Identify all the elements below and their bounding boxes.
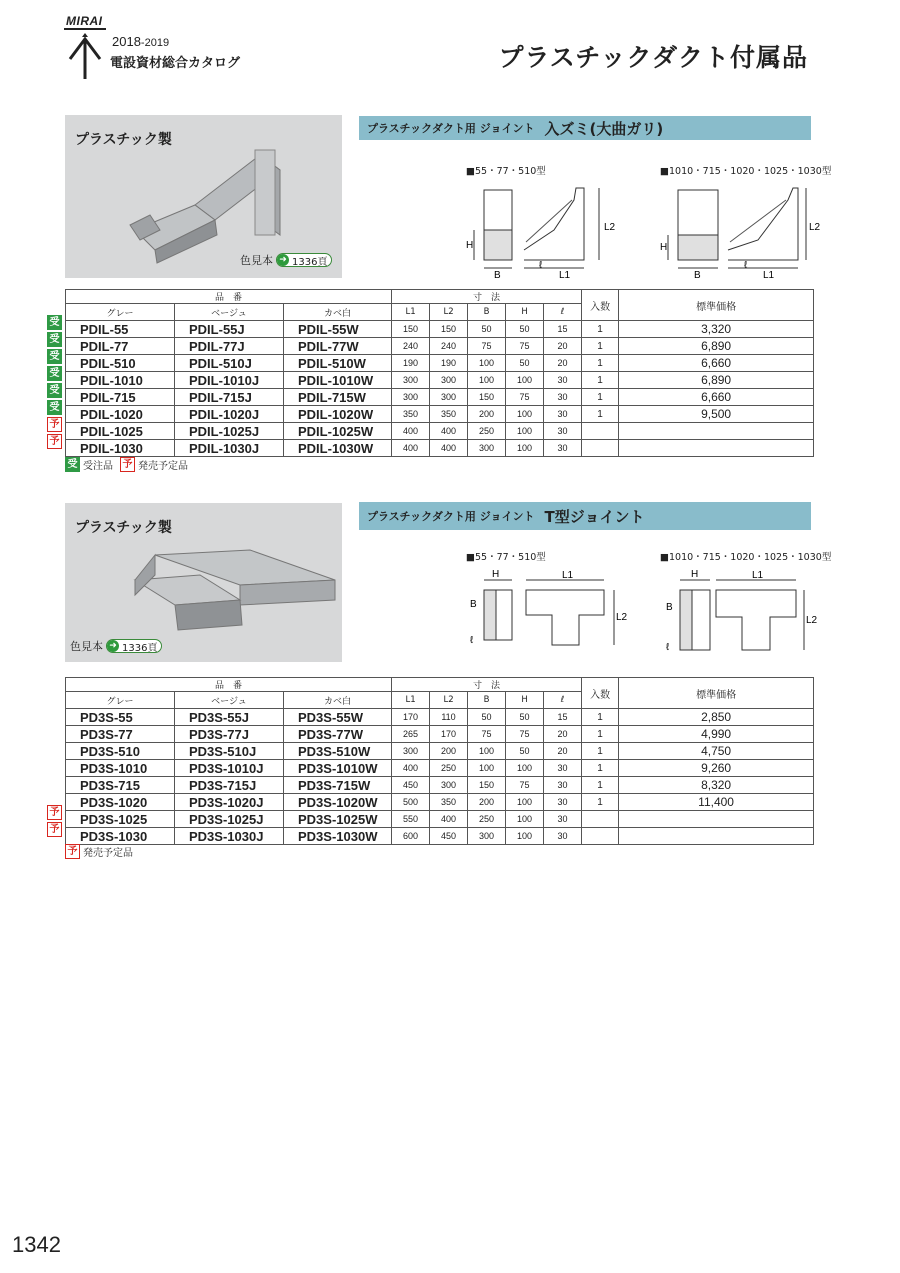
svg-text:H: H (691, 569, 699, 580)
cell-b: 100 (468, 355, 506, 372)
cell-l1: 300 (392, 743, 430, 760)
t-joint-product-image (130, 545, 340, 640)
cell-qty: 1 (582, 355, 619, 372)
cell-white: PD3S-77W (284, 726, 392, 743)
cell-b: 250 (468, 423, 506, 440)
cell-l: 30 (544, 372, 582, 389)
material-label: プラスチック製 (75, 520, 172, 536)
juchu-mark-icon: 受 (65, 457, 80, 472)
cell-h: 50 (506, 743, 544, 760)
cell-b: 50 (468, 709, 506, 726)
cell-white: PDIL-55W (284, 321, 392, 338)
table-row (66, 828, 814, 845)
cell-gray: PD3S-1030 (66, 828, 175, 845)
cell-gray: PDIL-1020 (66, 406, 175, 423)
cell-white: PD3S-1010W (284, 760, 392, 777)
cell-l: 15 (544, 321, 582, 338)
svg-text:B: B (694, 270, 701, 281)
cell-l1: 170 (392, 709, 430, 726)
table-row (66, 338, 814, 355)
cell-l1: 450 (392, 777, 430, 794)
cell-l: 15 (544, 709, 582, 726)
cell-l1: 400 (392, 760, 430, 777)
cell-beige: PD3S-1030J (175, 828, 284, 845)
juchu-mark-icon: 受 (47, 383, 62, 398)
svg-text:L1: L1 (562, 570, 574, 581)
color-sample-ref: 色見本 ➜ 1336頁 (240, 252, 332, 268)
cell-l2: 190 (430, 355, 468, 372)
svg-text:H: H (492, 569, 500, 580)
svg-text:L2: L2 (604, 222, 616, 233)
cell-b: 300 (468, 440, 506, 457)
cell-qty: 1 (582, 406, 619, 423)
cell-white: PD3S-510W (284, 743, 392, 760)
cell-white: PD3S-1030W (284, 828, 392, 845)
cell-price: 8,320 (619, 777, 814, 794)
table-row (66, 406, 814, 423)
cell-beige: PD3S-1025J (175, 811, 284, 828)
table-row (66, 811, 814, 828)
cell-white: PDIL-77W (284, 338, 392, 355)
cell-l1: 150 (392, 321, 430, 338)
cell-l: 20 (544, 726, 582, 743)
cell-l2: 400 (430, 423, 468, 440)
cell-price: 9,500 (619, 406, 814, 423)
cell-l2: 110 (430, 709, 468, 726)
cell-b: 75 (468, 726, 506, 743)
cell-price: 4,990 (619, 726, 814, 743)
diagram-b-label: ■1010・715・1020・1025・1030型 (660, 166, 832, 177)
cell-l: 30 (544, 811, 582, 828)
catalog-name: 電設資材総合カタログ (110, 56, 241, 71)
cell-b: 50 (468, 321, 506, 338)
cell-l2: 150 (430, 321, 468, 338)
cell-h: 100 (506, 811, 544, 828)
juchu-mark-icon: 受 (47, 315, 62, 330)
cell-l2: 400 (430, 440, 468, 457)
cell-price: 6,890 (619, 372, 814, 389)
cell-white: PDIL-1025W (284, 423, 392, 440)
table-row (66, 777, 814, 794)
table-row (66, 321, 814, 338)
color-sample-ref: 色見本 ➜ 1336頁 (70, 638, 162, 654)
cell-l1: 600 (392, 828, 430, 845)
cell-h: 50 (506, 709, 544, 726)
cell-price: 6,660 (619, 355, 814, 372)
cell-gray: PD3S-1025 (66, 811, 175, 828)
product-photo-t-joint (65, 503, 342, 662)
cell-b: 100 (468, 372, 506, 389)
cell-l2: 400 (430, 811, 468, 828)
table-row (66, 726, 814, 743)
color-sample-link[interactable]: ➜ 1336頁 (276, 253, 332, 267)
cell-l1: 400 (392, 440, 430, 457)
cell-price: 3,320 (619, 321, 814, 338)
cell-qty: 1 (582, 777, 619, 794)
cell-gray: PDIL-55 (66, 321, 175, 338)
cell-l1: 300 (392, 389, 430, 406)
cell-price: 6,890 (619, 338, 814, 355)
svg-text:L2: L2 (806, 615, 818, 626)
t-joint-spec-table: 品 番 寸 法 入数 標準価格 グレー ベージュ カベ白 L1 L2 B H ℓ PD3S-55 PD3S-55J PD3S-55W 170 110 50 50 15 1 2,850 PD3S-77 PD3S-77J PD3S-77W 265 170 75 75 20 1 4,990 PD3S-510 PD3S-510J PD3S-510W 300 200 100 50 20 1 4,750 PD3S-1010 PD3S-1010J PD3S-1010W 400 250 100 100 30 1 9,260 PD3S-715 PD3S-715J PD3S-715W 450 300 150 75 30 1 8,320 PD3S-1020 PD3S-1020J PD3S-1020W 500 350 200 100 30 1 11,400 PD3S-1025 PD3S-1025J PD3S-1025W 550 400 250 100 30 PD3S-1030 PD3S-1030J PD3S-1030W 600 450 300 100 30 (65, 677, 814, 845)
cell-gray: PDIL-1025 (66, 423, 175, 440)
cell-l2: 450 (430, 828, 468, 845)
juchu-mark-icon: 受 (47, 332, 62, 347)
cell-l2: 300 (430, 777, 468, 794)
cell-h: 100 (506, 372, 544, 389)
section-title-bar: プラスチックダクト用 ジョイント 入ズミ(大曲ガリ) (359, 116, 811, 140)
cell-b: 200 (468, 406, 506, 423)
cell-white: PDIL-510W (284, 355, 392, 372)
cell-h: 75 (506, 338, 544, 355)
svg-text:L2: L2 (809, 222, 821, 233)
cell-h: 100 (506, 794, 544, 811)
cell-price: 6,660 (619, 389, 814, 406)
cell-l: 30 (544, 794, 582, 811)
cell-b: 250 (468, 811, 506, 828)
page-number: 1342 (12, 1232, 61, 1257)
cell-qty (582, 811, 619, 828)
cell-beige: PDIL-77J (175, 338, 284, 355)
cell-qty: 1 (582, 709, 619, 726)
cell-qty: 1 (582, 338, 619, 355)
brand-name: MIRAI (66, 14, 103, 28)
svg-text:H: H (466, 240, 474, 251)
svg-text:ℓ: ℓ (666, 642, 670, 653)
diagram-a-label: ■55・77・510型 (466, 166, 546, 177)
cell-l2: 350 (430, 794, 468, 811)
page-title: プラスチックダクト付属品 (498, 43, 808, 72)
t-joint-diagram-b (658, 565, 818, 660)
cell-l: 20 (544, 743, 582, 760)
cell-h: 100 (506, 423, 544, 440)
cell-l2: 240 (430, 338, 468, 355)
cell-l1: 350 (392, 406, 430, 423)
cell-l: 30 (544, 406, 582, 423)
cell-gray: PD3S-510 (66, 743, 175, 760)
cell-gray: PDIL-77 (66, 338, 175, 355)
material-label: プラスチック製 (75, 132, 172, 148)
juchu-mark-icon: 受 (47, 366, 62, 381)
cell-price (619, 423, 814, 440)
table-row (66, 794, 814, 811)
yotei-mark-icon: 予 (47, 434, 62, 449)
cell-qty: 1 (582, 743, 619, 760)
table-row (66, 372, 814, 389)
svg-text:B: B (470, 599, 477, 610)
cell-l2: 350 (430, 406, 468, 423)
cell-qty: 1 (582, 321, 619, 338)
svg-text:L1: L1 (559, 270, 571, 281)
cell-white: PD3S-1020W (284, 794, 392, 811)
cell-gray: PDIL-715 (66, 389, 175, 406)
cell-l1: 500 (392, 794, 430, 811)
cell-l1: 550 (392, 811, 430, 828)
cell-l: 30 (544, 828, 582, 845)
cell-price: 9,260 (619, 760, 814, 777)
cell-beige: PDIL-1010J (175, 372, 284, 389)
cell-qty (582, 828, 619, 845)
cell-b: 200 (468, 794, 506, 811)
cell-b: 150 (468, 777, 506, 794)
cell-beige: PDIL-1025J (175, 423, 284, 440)
cell-gray: PDIL-1010 (66, 372, 175, 389)
cell-l2: 200 (430, 743, 468, 760)
yotei-mark-icon: 予 (65, 844, 80, 859)
cell-qty: 1 (582, 372, 619, 389)
cell-l1: 240 (392, 338, 430, 355)
irizumi-spec-table: 品 番 寸 法 入数 標準価格 グレー ベージュ カベ白 L1 L2 B H ℓ PDIL-55 PDIL-55J PDIL-55W 150 150 50 50 15 1 3,320 PDIL-77 PDIL-77J PDIL-77W 240 240 75 75 20 1 6,890 PDIL-510 PDIL-510J PDIL-510W 190 190 100 50 20 1 6,660 PDIL-1010 PDIL-1010J PDIL-1010W 300 300 100 100 30 1 6,890 PDIL-715 PDIL-715J PDIL-715W 300 300 150 75 30 1 6,660 PDIL-1020 PDIL-1020J PDIL-1020W 350 350 200 100 30 1 9,500 PDIL-1025 PDIL-1025J PDIL-1025W 400 400 250 100 30 PDIL-1030 PDIL-1030J PDIL-1030W 400 400 300 100 30 (65, 289, 814, 457)
table-row (66, 389, 814, 406)
cell-b: 100 (468, 743, 506, 760)
cell-b: 75 (468, 338, 506, 355)
section-title-bar: プラスチックダクト用 ジョイント T型ジョイント (359, 502, 811, 530)
svg-text:ℓ: ℓ (539, 260, 543, 271)
cell-h: 50 (506, 321, 544, 338)
cell-gray: PD3S-77 (66, 726, 175, 743)
cell-h: 100 (506, 440, 544, 457)
cell-h: 100 (506, 828, 544, 845)
cell-qty (582, 423, 619, 440)
cell-beige: PDIL-55J (175, 321, 284, 338)
cell-beige: PD3S-55J (175, 709, 284, 726)
product-photo-irizumi (65, 115, 342, 278)
cell-h: 75 (506, 726, 544, 743)
cell-l2: 250 (430, 760, 468, 777)
table-row (66, 355, 814, 372)
arrow-right-icon: ➜ (277, 254, 289, 266)
table-row (66, 423, 814, 440)
cell-l1: 190 (392, 355, 430, 372)
irizumi-product-image (125, 145, 315, 263)
cell-beige: PD3S-510J (175, 743, 284, 760)
cell-b: 150 (468, 389, 506, 406)
yotei-mark-icon: 予 (47, 417, 62, 432)
cell-l: 30 (544, 760, 582, 777)
diagram-b-label: ■1010・715・1020・1025・1030型 (660, 552, 832, 563)
table-row (66, 743, 814, 760)
cell-gray: PDIL-1030 (66, 440, 175, 457)
cell-white: PDIL-1030W (284, 440, 392, 457)
svg-text:H: H (660, 242, 668, 253)
cell-h: 50 (506, 355, 544, 372)
cell-beige: PD3S-1010J (175, 760, 284, 777)
cell-beige: PDIL-1030J (175, 440, 284, 457)
cell-beige: PD3S-1020J (175, 794, 284, 811)
cell-l: 20 (544, 355, 582, 372)
cell-l2: 300 (430, 372, 468, 389)
legend-row: 受 受注品 予 発売予定品 (65, 457, 188, 472)
cell-white: PD3S-715W (284, 777, 392, 794)
cell-gray: PD3S-715 (66, 777, 175, 794)
table-row (66, 440, 814, 457)
cell-white: PDIL-715W (284, 389, 392, 406)
cell-beige: PD3S-77J (175, 726, 284, 743)
cell-l1: 265 (392, 726, 430, 743)
diagram-a-label: ■55・77・510型 (466, 552, 546, 563)
cell-beige: PDIL-715J (175, 389, 284, 406)
cell-white: PDIL-1010W (284, 372, 392, 389)
cell-white: PD3S-1025W (284, 811, 392, 828)
cell-gray: PD3S-1020 (66, 794, 175, 811)
yotei-mark-icon: 予 (47, 805, 62, 820)
cell-beige: PD3S-715J (175, 777, 284, 794)
cell-beige: PDIL-1020J (175, 406, 284, 423)
cell-price (619, 440, 814, 457)
cell-price: 11,400 (619, 794, 814, 811)
color-sample-link[interactable]: ➜ 1336頁 (106, 639, 162, 653)
irizumi-diagram-a (464, 180, 624, 280)
cell-l: 30 (544, 423, 582, 440)
cell-gray: PDIL-510 (66, 355, 175, 372)
cell-h: 100 (506, 406, 544, 423)
irizumi-diagram-b (658, 180, 821, 281)
svg-text:ℓ: ℓ (744, 260, 748, 271)
cell-price (619, 828, 814, 845)
juchu-mark-icon: 受 (47, 349, 62, 364)
cell-gray: PD3S-55 (66, 709, 175, 726)
arrow-right-icon: ➜ (107, 640, 119, 652)
cell-h: 100 (506, 760, 544, 777)
catalog-years: 2018-2019 (112, 34, 170, 49)
cell-l: 30 (544, 440, 582, 457)
table-row (66, 760, 814, 777)
cell-qty: 1 (582, 760, 619, 777)
svg-text:L1: L1 (763, 270, 775, 281)
svg-text:ℓ: ℓ (470, 635, 474, 646)
table-row (66, 709, 814, 726)
cell-h: 75 (506, 777, 544, 794)
juchu-mark-icon: 受 (47, 400, 62, 415)
cell-l1: 400 (392, 423, 430, 440)
cell-qty: 1 (582, 794, 619, 811)
yotei-mark-icon: 予 (47, 822, 62, 837)
cell-l1: 300 (392, 372, 430, 389)
svg-text:L1: L1 (752, 570, 764, 581)
cell-qty: 1 (582, 726, 619, 743)
cell-beige: PDIL-510J (175, 355, 284, 372)
cell-price: 4,750 (619, 743, 814, 760)
cell-gray: PD3S-1010 (66, 760, 175, 777)
cell-qty (582, 440, 619, 457)
t-joint-diagram-a (464, 565, 629, 660)
legend-row: 予 発売予定品 (65, 844, 133, 859)
svg-text:B: B (494, 270, 501, 281)
yotei-mark-icon: 予 (120, 457, 135, 472)
cell-white: PDIL-1020W (284, 406, 392, 423)
svg-text:L2: L2 (616, 612, 628, 623)
cell-qty: 1 (582, 389, 619, 406)
cell-l2: 300 (430, 389, 468, 406)
cell-l: 30 (544, 777, 582, 794)
cell-price (619, 811, 814, 828)
svg-text:B: B (666, 602, 673, 613)
cell-l: 20 (544, 338, 582, 355)
cell-white: PD3S-55W (284, 709, 392, 726)
cell-l2: 170 (430, 726, 468, 743)
cell-l: 30 (544, 389, 582, 406)
cell-b: 300 (468, 828, 506, 845)
cell-price: 2,850 (619, 709, 814, 726)
cell-h: 75 (506, 389, 544, 406)
cell-b: 100 (468, 760, 506, 777)
